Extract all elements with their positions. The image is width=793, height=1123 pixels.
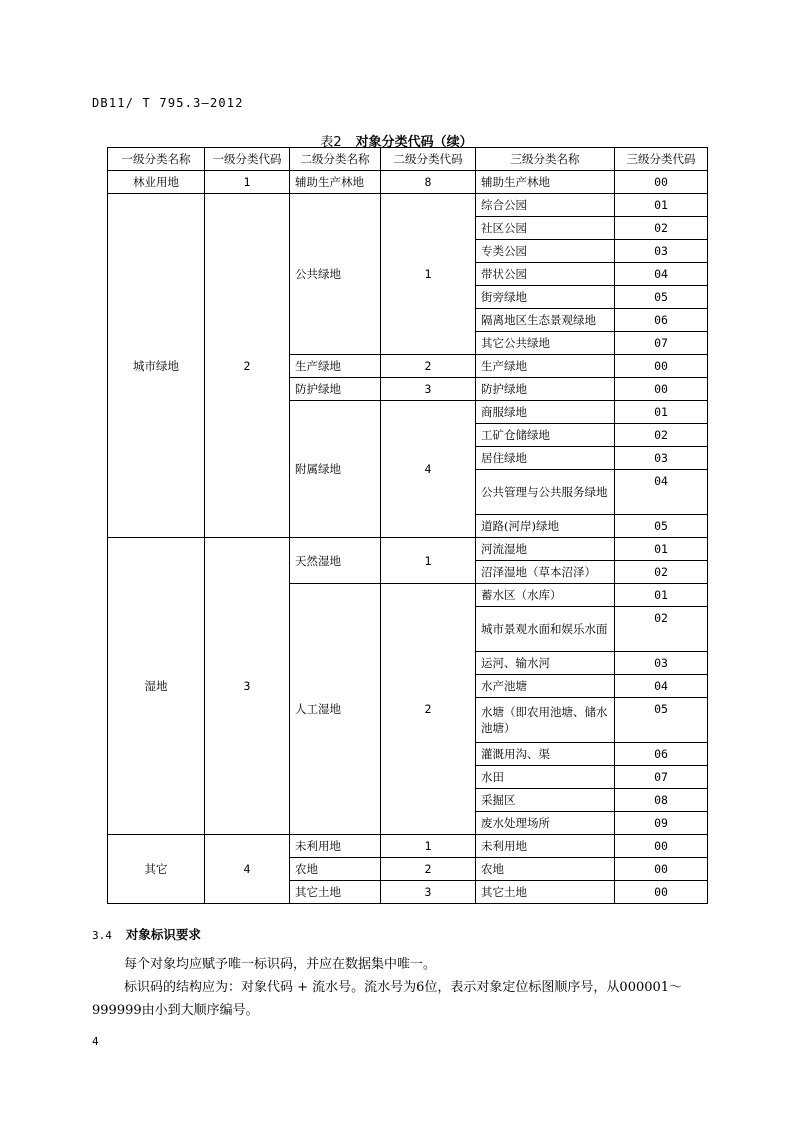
- level3-name-cell: 社区公园: [476, 217, 615, 240]
- level3-code-cell: 02: [615, 561, 708, 584]
- level1-name-cell: 林业用地: [108, 171, 205, 194]
- level2-code-cell: 3: [381, 378, 476, 401]
- level3-name-cell: 运河、输水河: [476, 652, 615, 675]
- level3-name-cell: 河流湿地: [476, 538, 615, 561]
- level1-name-cell: 湿地: [108, 538, 205, 835]
- level2-code-cell: 1: [381, 835, 476, 858]
- level2-name-cell: 附属绿地: [290, 401, 381, 538]
- level2-code-cell: 2: [381, 858, 476, 881]
- level3-code-cell: 01: [615, 538, 708, 561]
- level1-name-cell: 其它: [108, 835, 205, 904]
- level1-code-cell: 4: [205, 835, 290, 904]
- level3-code-cell: 00: [615, 378, 708, 401]
- column-header: 二级分类代码: [381, 148, 476, 171]
- level3-code-cell: 05: [615, 698, 708, 743]
- level3-code-cell: 01: [615, 194, 708, 217]
- level3-code-cell: 02: [615, 424, 708, 447]
- level3-code-cell: 04: [615, 263, 708, 286]
- level2-code-cell: 1: [381, 194, 476, 355]
- level3-code-cell: 02: [615, 217, 708, 240]
- level3-name-cell: 沼泽湿地（草本沼泽）: [476, 561, 615, 584]
- column-header: 三级分类名称: [476, 148, 615, 171]
- level3-name-cell: 专类公园: [476, 240, 615, 263]
- level3-name-cell: 工矿仓储绿地: [476, 424, 615, 447]
- table-row: [108, 194, 708, 217]
- level3-code-cell: 07: [615, 332, 708, 355]
- level3-name-cell: 灌溉用沟、渠: [476, 743, 615, 766]
- level1-name-cell: 城市绿地: [108, 194, 205, 538]
- level2-name-cell: 天然湿地: [290, 538, 381, 584]
- level3-name-cell: 农地: [476, 858, 615, 881]
- level2-name-cell: 未利用地: [290, 835, 381, 858]
- column-header: 二级分类名称: [290, 148, 381, 171]
- table-header-row: [108, 148, 708, 171]
- level3-code-cell: 00: [615, 835, 708, 858]
- level2-name-cell: 人工湿地: [290, 584, 381, 835]
- level3-name-cell: 城市景观水面和娱乐水面: [476, 607, 615, 652]
- level3-code-cell: 07: [615, 766, 708, 789]
- column-header: 一级分类代码: [205, 148, 290, 171]
- level3-code-cell: 08: [615, 789, 708, 812]
- level2-name-cell: 其它土地: [290, 881, 381, 904]
- level2-name-cell: 生产绿地: [290, 355, 381, 378]
- level1-code-cell: 3: [205, 538, 290, 835]
- level3-code-cell: 00: [615, 355, 708, 378]
- table-body: [108, 171, 708, 904]
- table-row: [108, 835, 708, 858]
- level3-code-cell: 00: [615, 881, 708, 904]
- level3-name-cell: 辅助生产林地: [476, 171, 615, 194]
- level1-code-cell: 2: [205, 194, 290, 538]
- paragraph: 每个对象均应赋予唯一标识码，并应在数据集中唯一。: [124, 957, 437, 972]
- level3-code-cell: 01: [615, 401, 708, 424]
- level3-name-cell: 水产池塘: [476, 675, 615, 698]
- level3-name-cell: 商服绿地: [476, 401, 615, 424]
- section-heading: [92, 925, 201, 943]
- level3-code-cell: 05: [615, 286, 708, 309]
- document-code: DB11/ T 795.3—2012: [92, 96, 244, 110]
- level3-name-cell: 街旁绿地: [476, 286, 615, 309]
- level3-name-cell: 居住绿地: [476, 447, 615, 470]
- level3-name-cell: 未利用地: [476, 835, 615, 858]
- level3-code-cell: 06: [615, 309, 708, 332]
- level2-name-cell: 农地: [290, 858, 381, 881]
- level3-code-cell: 06: [615, 743, 708, 766]
- level3-name-cell: 生产绿地: [476, 355, 615, 378]
- level2-name-cell: 防护绿地: [290, 378, 381, 401]
- level3-code-cell: 00: [615, 171, 708, 194]
- table-number: 表2: [320, 135, 342, 150]
- table-row: [108, 171, 708, 194]
- level3-name-cell: 隔离地区生态景观绿地: [476, 309, 615, 332]
- level3-name-cell: 道路(河岸)绿地: [476, 515, 615, 538]
- level3-name-cell: 其它土地: [476, 881, 615, 904]
- level3-name-cell: 采掘区: [476, 789, 615, 812]
- level3-name-cell: 水田: [476, 766, 615, 789]
- level3-code-cell: 09: [615, 812, 708, 835]
- level2-code-cell: 3: [381, 881, 476, 904]
- level3-name-cell: 其它公共绿地: [476, 332, 615, 355]
- level2-code-cell: 1: [381, 538, 476, 584]
- level3-name-cell: 综合公园: [476, 194, 615, 217]
- level3-code-cell: 01: [615, 584, 708, 607]
- level2-code-cell: 2: [381, 355, 476, 378]
- column-header: 三级分类代码: [615, 148, 708, 171]
- paragraph: 标识码的结构应为：对象代码 + 流水号。流水号为6位，表示对象定位标图顺序号，从000001～999999由小到大顺序编号。: [92, 980, 683, 1018]
- level3-name-cell: 蓄水区（水库）: [476, 584, 615, 607]
- level3-name-cell: 公共管理与公共服务绿地: [476, 470, 615, 515]
- level3-code-cell: 00: [615, 858, 708, 881]
- level2-code-cell: 2: [381, 584, 476, 835]
- level3-code-cell: 05: [615, 515, 708, 538]
- level2-name-cell: 公共绿地: [290, 194, 381, 355]
- section-number: 3.4: [92, 929, 112, 942]
- level3-name-cell: 防护绿地: [476, 378, 615, 401]
- level3-name-cell: 带状公园: [476, 263, 615, 286]
- classification-table: [107, 147, 708, 904]
- page-number: 4: [92, 1035, 99, 1048]
- level2-code-cell: 4: [381, 401, 476, 538]
- level3-code-cell: 04: [615, 675, 708, 698]
- level3-code-cell: 03: [615, 240, 708, 263]
- level2-name-cell: 辅助生产林地: [290, 171, 381, 194]
- section-title: 对象标识要求: [125, 927, 201, 942]
- table-row: [108, 538, 708, 561]
- level3-code-cell: 04: [615, 470, 708, 515]
- level3-code-cell: 03: [615, 652, 708, 675]
- level3-code-cell: 02: [615, 607, 708, 652]
- level1-code-cell: 1: [205, 171, 290, 194]
- level3-name-cell: 废水处理场所: [476, 812, 615, 835]
- table-title: 对象分类代码（续）: [355, 135, 473, 150]
- column-header: 一级分类名称: [108, 148, 205, 171]
- level3-code-cell: 03: [615, 447, 708, 470]
- level3-name-cell: 水塘（即农用池塘、储水池塘）: [476, 698, 615, 743]
- level2-code-cell: 8: [381, 171, 476, 194]
